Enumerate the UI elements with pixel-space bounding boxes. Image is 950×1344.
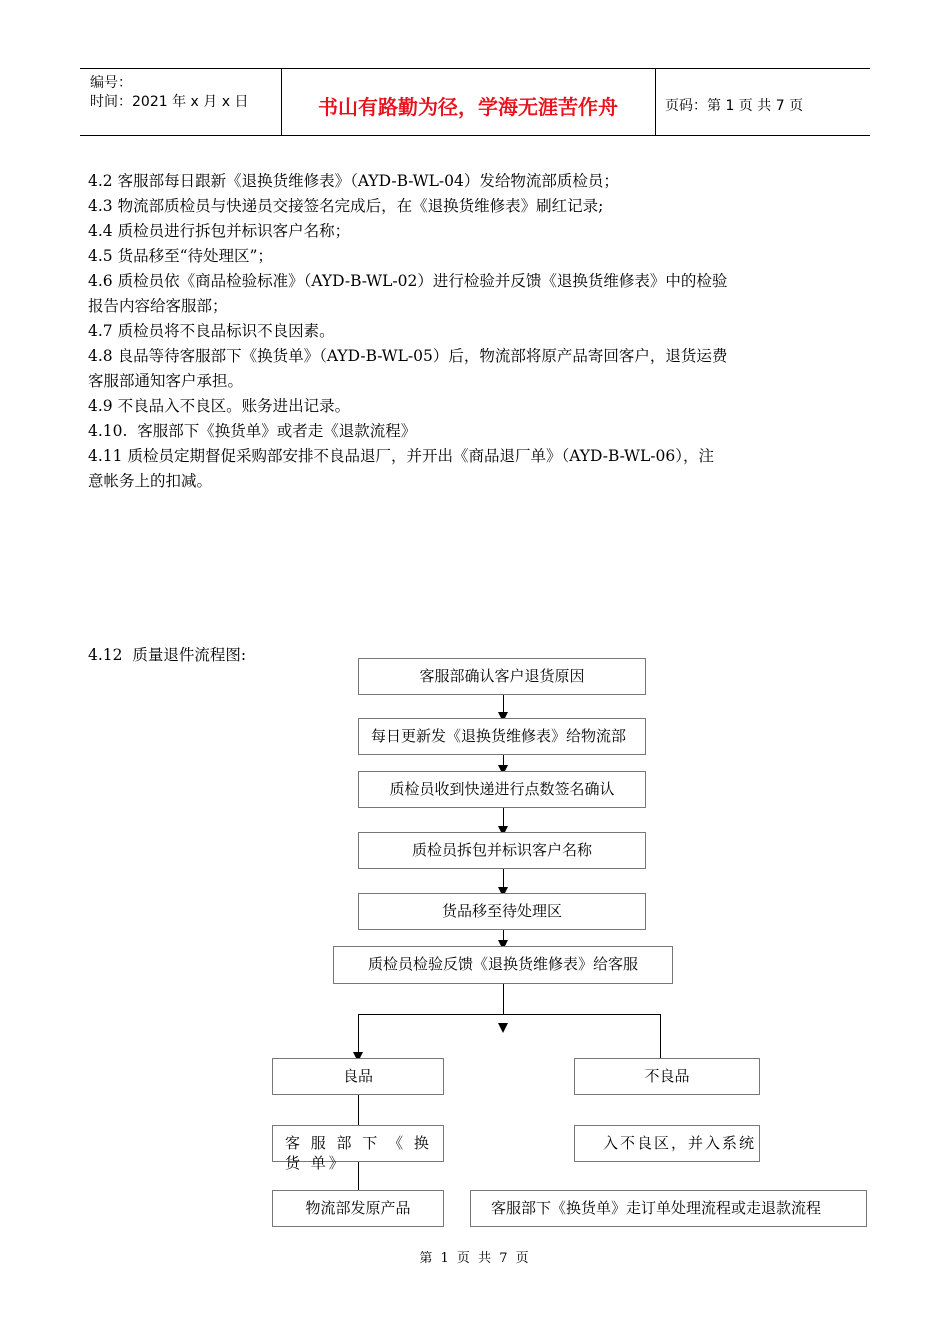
flow-step-good: 良品 <box>272 1058 444 1095</box>
paragraph-4-10: 4.10. 客服部下《换货单》或者走《退款流程》 <box>88 422 417 440</box>
flow-step-update-form: 每日更新发《退换货维修表》给物流部 <box>358 718 646 755</box>
flow-step-receive-sign: 质检员收到快递进行点数签名确认 <box>358 771 646 808</box>
paragraph-4-5: 4.5 货品移至“待处理区”； <box>88 247 273 265</box>
paragraph-4-2: 4.2 客服部每日跟新《退换货维修表》（AYD-B-WL-04）发给物流部质检员； <box>88 172 619 190</box>
flow-step-move-pending: 货品移至待处理区 <box>358 893 646 930</box>
header-divider-left <box>281 68 282 135</box>
flow-step-bad-store: 入不良区，并入系统 <box>574 1125 760 1162</box>
header-number-label: 编号： <box>90 75 132 91</box>
flow-connector-good <box>358 1014 359 1190</box>
flow-connector-bad <box>660 1014 661 1058</box>
page-footer: 第 1 页 共 7 页 <box>419 1251 531 1266</box>
flow-branch-line <box>358 1014 660 1015</box>
flow-step-bad: 不良品 <box>574 1058 760 1095</box>
flow-step-confirm-reason: 客服部确认客户退货原因 <box>358 658 646 695</box>
header-divider-right <box>655 68 656 135</box>
paragraph-4-4: 4.4 质检员进行拆包并标识客户名称； <box>88 222 351 240</box>
paragraph-4-7: 4.7 质检员将不良品标识不良因素。 <box>88 322 335 340</box>
flow-step-unpack-label: 质检员拆包并标识客户名称 <box>358 832 646 869</box>
header-motto: 书山有路勤为径，学海无涯苦作舟 <box>318 95 618 119</box>
header-bottom-rule <box>80 135 870 136</box>
paragraph-4-6: 4.6 质检员依《商品检验标准》（AYD-B-WL-02）进行检验并反馈《退换货维修表》中的检验 报告内容给客服部； <box>88 272 728 315</box>
flow-step-good-exchange: 客 服 部 下 《 换 货 单》 <box>272 1125 444 1162</box>
flow-arrow-branch <box>498 1023 508 1033</box>
flow-step-inspect-feedback: 质检员检验反馈《退换货维修表》给客服 <box>333 946 673 984</box>
flow-step-bad-refund: 客服部下《换货单》走订单处理流程或走退款流程 <box>470 1190 867 1227</box>
flowchart-title: 4.12 质量退件流程图: <box>88 646 247 664</box>
flow-step-good-ship: 物流部发原产品 <box>272 1190 444 1227</box>
flow-connector-branch <box>503 984 504 1014</box>
paragraph-4-8: 4.8 良品等待客服部下《换货单》（AYD-B-WL-05）后，物流部将原产品寄回客户，退货运费 客服部通知客户承担。 <box>88 347 728 390</box>
header-page-label: 页码：第 1 页 共 7 页 <box>665 98 804 114</box>
paragraph-4-11: 4.11 质检员定期督促采购部安排不良品退厂，并开出《商品退厂单》（AYD-B-WL-06），注 意帐务上的扣减。 <box>88 447 714 490</box>
paragraph-4-3: 4.3 物流部质检员与快递员交接签名完成后，在《退换货维修表》刷红记录; <box>88 197 604 215</box>
paragraph-4-9: 4.9 不良品入不良区。账务进出记录。 <box>88 397 351 415</box>
header-top-rule <box>80 68 870 69</box>
header-time-label: 时间：2021 年 x 月 x 日 <box>90 94 249 110</box>
